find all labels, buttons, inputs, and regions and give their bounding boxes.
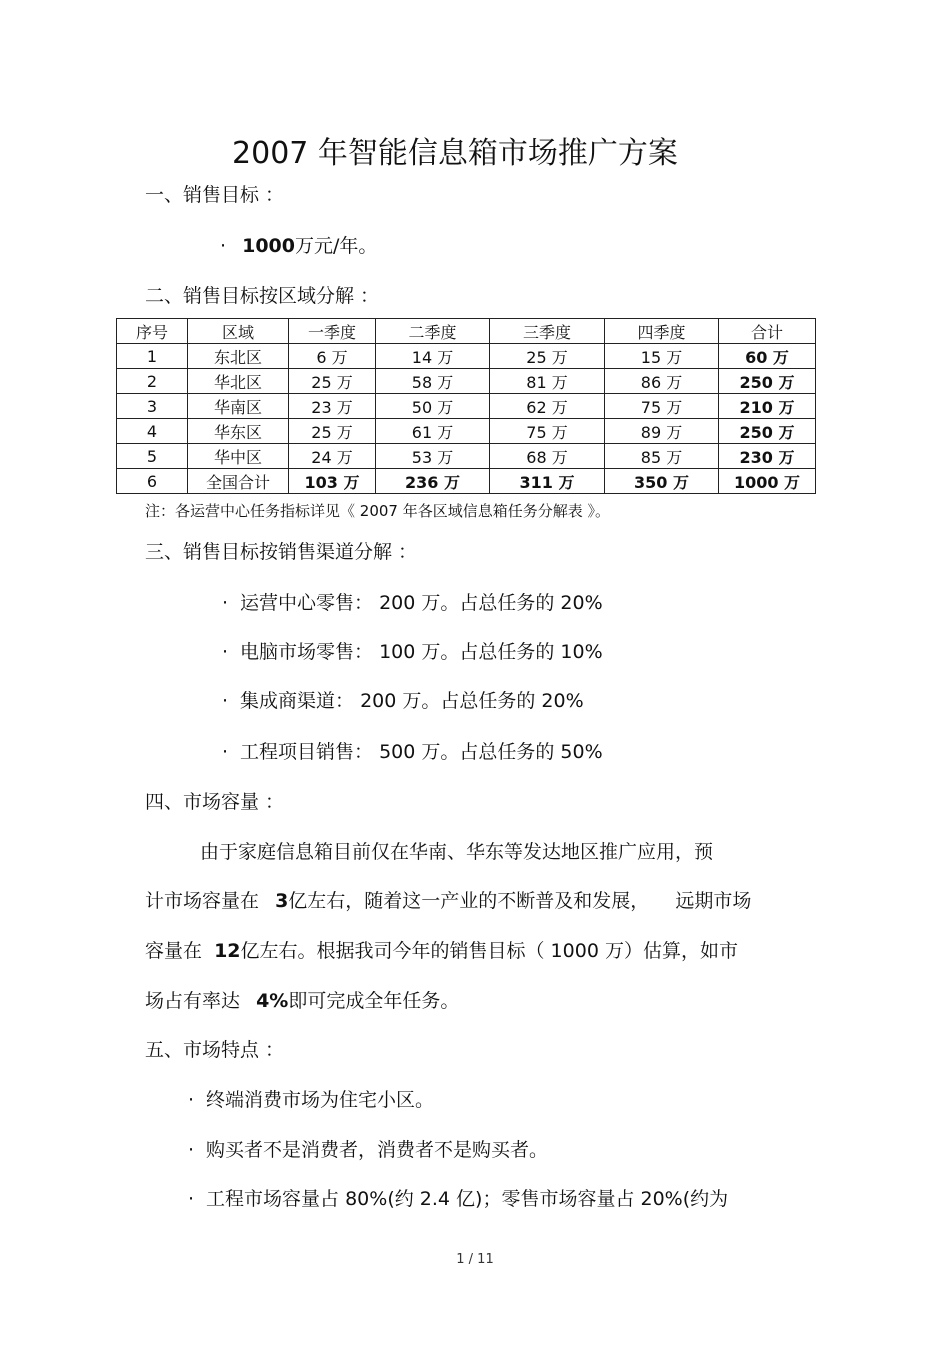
list-item [222,588,603,615]
table-row [117,444,816,469]
table-cell: 68 万 [490,444,605,469]
list-item [222,686,584,713]
section-channel-heading: 三、销售目标按销售渠道分解 ： [145,541,418,563]
table-cell: 50 万 [376,394,490,419]
table-cell: 25 万 [289,419,376,444]
bullet: · [222,641,229,663]
section-region-heading: 二、销售目标按区域分解 ： [145,285,380,307]
table-cell: 华北区 [188,369,289,394]
table-cell: 75 万 [605,394,719,419]
channel-item: 电脑市场零售： 100 万。占总任务的 10% [240,641,603,663]
sales-target-line [220,231,377,258]
feature-item: 工程市场容量占 80%(约 2.4 亿)；零售市场容量占 20%(约为 [206,1188,729,1210]
table-header: 合计 [719,319,816,344]
list-item [222,637,603,664]
table-cell-total: 60 万 [719,344,816,369]
table-cell: 东北区 [188,344,289,369]
table-row [117,394,816,419]
table-cell: 23 万 [289,394,376,419]
text: 计市场容量在 [145,890,260,912]
table-cell: 6 [117,469,188,494]
table-cell-total: 210 万 [719,394,816,419]
table-cell: 5 [117,444,188,469]
table-cell: 1 [117,344,188,369]
table-header: 序号 [117,319,188,344]
paragraph-line [145,886,751,913]
sales-target-value: 1000 [242,235,295,257]
bold-number: 4% [256,990,289,1012]
list-item [188,1184,728,1211]
paragraph-line [145,936,738,963]
table-cell-total: 250 万 [719,369,816,394]
table-cell-total: 250 万 [719,419,816,444]
table-note: 注：各运营中心任务指标详见《 2007 年各区域信息箱任务分解表 》。 [145,502,610,520]
table-cell: 2 [117,369,188,394]
table-header: 二季度 [376,319,490,344]
table-cell: 4 [117,419,188,444]
table-header: 四季度 [605,319,719,344]
table-cell: 103 万 [289,469,376,494]
channel-item: 集成商渠道： 200 万。占总任务的 20% [240,690,584,712]
table-header: 三季度 [490,319,605,344]
table-cell: 6 万 [289,344,376,369]
table-cell-total: 230 万 [719,444,816,469]
bold-number: 3 [275,890,289,912]
section-market-features-heading: 五、市场特点 ： [145,1039,285,1061]
table-cell: 华南区 [188,394,289,419]
table-header: 区域 [188,319,289,344]
table-row [117,369,816,394]
text: 容量在 [145,940,203,962]
page-number: 1 / 11 [456,1252,494,1267]
table-cell: 236 万 [376,469,490,494]
table-cell: 24 万 [289,444,376,469]
bullet: · [222,741,229,763]
text: 远期市场 [675,890,752,912]
page-title: 2007 年智能信息箱市场推广方案 [232,136,678,171]
bullet: · [222,592,229,614]
table-cell: 3 [117,394,188,419]
table-cell: 81 万 [490,369,605,394]
table-cell-total: 1000 万 [719,469,816,494]
table-cell: 15 万 [605,344,719,369]
table-cell: 华中区 [188,444,289,469]
table-cell: 25 万 [289,369,376,394]
table-cell: 350 万 [605,469,719,494]
channel-item: 工程项目销售： 500 万。占总任务的 50% [240,741,603,763]
text: 亿左右。根据我司今年的销售目标（ 1000 万）估算，如市 [240,940,738,962]
region-table [116,318,816,494]
paragraph-line [145,986,459,1013]
table-cell: 14 万 [376,344,490,369]
table-cell: 华东区 [188,419,289,444]
section-market-capacity-heading: 四、市场容量 ： [145,791,285,813]
bullet: · [188,1139,195,1161]
bold-number: 12 [214,940,241,962]
list-item [188,1085,434,1112]
channel-item: 运营中心零售： 200 万。占总任务的 20% [240,592,603,614]
list-item [188,1135,548,1162]
table-cell: 全国合计 [188,469,289,494]
table-header-row [117,319,816,344]
list-item [222,737,603,764]
bullet: · [188,1188,195,1210]
bullet: · [220,235,227,257]
table-cell: 75 万 [490,419,605,444]
feature-item: 购买者不是消费者，消费者不是购买者。 [206,1139,549,1161]
table-cell: 58 万 [376,369,490,394]
table-cell: 62 万 [490,394,605,419]
table-row [117,344,816,369]
table-cell: 85 万 [605,444,719,469]
text: 场占有率达 [145,990,241,1012]
paragraph-line: 由于家庭信息箱目前仅在华南、华东等发达地区推广应用，预 [200,841,714,863]
table-row-national-total [117,469,816,494]
table-cell: 61 万 [376,419,490,444]
sales-target-unit: 万元/年。 [294,235,378,257]
text: 即可完成全年任务。 [288,990,460,1012]
table-cell: 25 万 [490,344,605,369]
table-cell: 86 万 [605,369,719,394]
section-sales-target-heading: 一、销售目标 ： [145,184,285,206]
feature-item: 终端消费市场为住宅小区。 [206,1089,435,1111]
bullet: · [188,1089,195,1111]
table-row [117,419,816,444]
table-header: 一季度 [289,319,376,344]
table-cell: 53 万 [376,444,490,469]
table-cell: 89 万 [605,419,719,444]
text: 亿左右，随着这一产业的不断普及和发展， [288,890,650,912]
bullet: · [222,690,229,712]
table-cell: 311 万 [490,469,605,494]
